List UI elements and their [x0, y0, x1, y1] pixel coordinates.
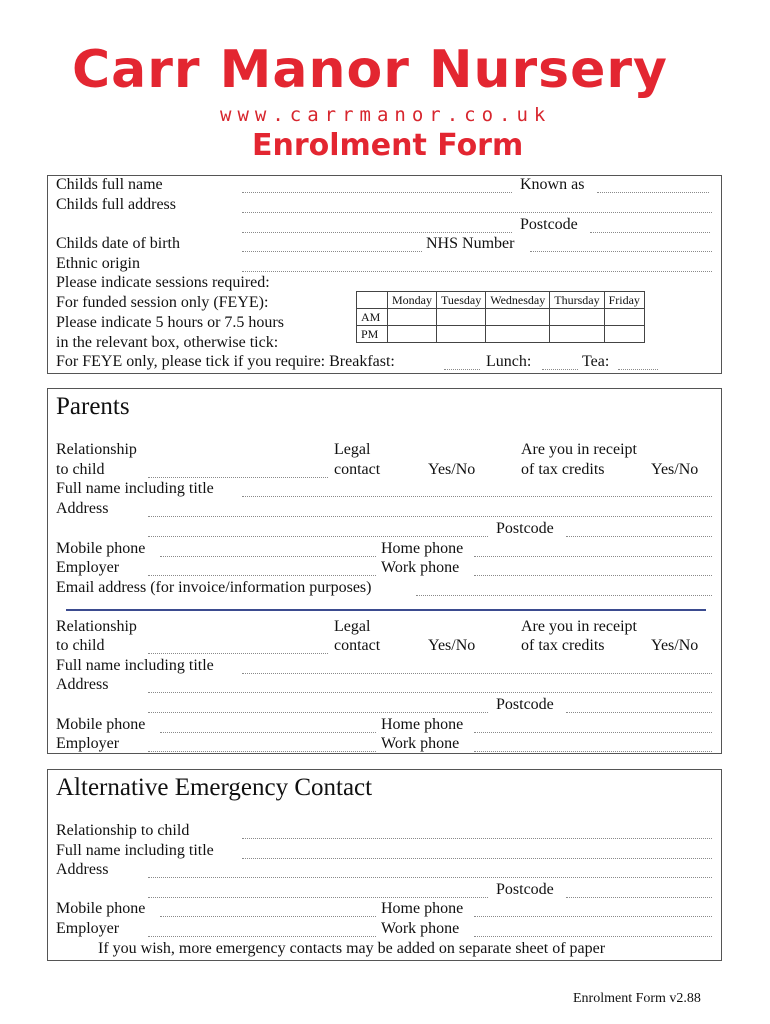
em-address-label: Address: [56, 861, 109, 878]
p2-address-field-1[interactable]: [148, 692, 712, 693]
tea-label: Tea:: [582, 353, 610, 370]
p2-mobile-label: Mobile phone: [56, 716, 146, 733]
em-mobile-field[interactable]: [160, 916, 376, 917]
tick-label: in the relevant box, otherwise tick:: [56, 334, 279, 351]
em-home-label: Home phone: [381, 900, 464, 917]
p1-home-field[interactable]: [474, 556, 712, 557]
p1-receipt-label: Are you in receipt: [521, 441, 637, 458]
nhs-label: NHS Number: [426, 235, 515, 252]
p2-address-field-2[interactable]: [148, 712, 488, 713]
row-am: AM: [357, 309, 388, 326]
p1-postcode-label: Postcode: [496, 520, 554, 537]
child-address-field-1[interactable]: [242, 212, 712, 213]
p2-home-label: Home phone: [381, 716, 464, 733]
p1-contact-label: contact: [334, 461, 381, 478]
known-as-label: Known as: [520, 176, 585, 193]
parents-heading: Parents: [56, 393, 130, 420]
em-relationship-field[interactable]: [242, 838, 712, 839]
child-name-label: Childs full name: [56, 176, 163, 193]
p2-tax-yes-no[interactable]: Yes/No: [651, 637, 699, 654]
p1-work-field[interactable]: [474, 575, 712, 576]
p2-postcode-label: Postcode: [496, 696, 554, 713]
p1-employer-field[interactable]: [148, 575, 376, 576]
p1-to-child-label: to child: [56, 461, 105, 478]
am-monday-cell[interactable]: [388, 309, 437, 326]
p2-legal-label: Legal: [334, 618, 371, 635]
day-tuesday: Tuesday: [437, 292, 486, 309]
p1-mobile-field[interactable]: [160, 556, 376, 557]
p2-fullname-field[interactable]: [242, 673, 712, 674]
em-fullname-field[interactable]: [242, 858, 712, 859]
em-work-field[interactable]: [474, 936, 712, 937]
p1-employer-label: Employer: [56, 559, 120, 576]
dob-field[interactable]: [242, 251, 422, 252]
feye-meals-label: For FEYE only, please tick if you require: Breakfast:: [56, 353, 395, 370]
p2-relationship-label: Relationship: [56, 618, 137, 635]
p1-home-label: Home phone: [381, 540, 464, 557]
em-postcode-field[interactable]: [566, 897, 712, 898]
em-fullname-label: Full name including title: [56, 842, 214, 859]
ethnic-label: Ethnic origin: [56, 255, 140, 272]
p1-address-label: Address: [56, 500, 109, 517]
p2-home-field[interactable]: [474, 732, 712, 733]
p2-work-label: Work phone: [381, 735, 460, 752]
em-work-label: Work phone: [381, 920, 460, 937]
child-address-field-2[interactable]: [242, 232, 512, 233]
em-address-field-1[interactable]: [148, 877, 712, 878]
form-title: Enrolment Form: [252, 128, 524, 163]
am-wednesday-cell[interactable]: [486, 309, 550, 326]
p2-postcode-field[interactable]: [566, 712, 712, 713]
p2-mobile-field[interactable]: [160, 732, 376, 733]
p1-address-field-1[interactable]: [148, 516, 712, 517]
ethnic-field[interactable]: [242, 271, 712, 272]
dob-label: Childs date of birth: [56, 235, 180, 252]
p1-legal-label: Legal: [334, 441, 371, 458]
p1-address-field-2[interactable]: [148, 536, 488, 537]
tea-field[interactable]: [618, 369, 658, 370]
hours-label: Please indicate 5 hours or 7.5 hours: [56, 314, 284, 331]
child-address-label: Childs full address: [56, 196, 176, 213]
p2-employer-label: Employer: [56, 735, 120, 752]
pm-monday-cell[interactable]: [388, 326, 437, 343]
lunch-label: Lunch:: [486, 353, 532, 370]
session-table: [356, 291, 645, 343]
am-friday-cell[interactable]: [604, 309, 644, 326]
nhs-field[interactable]: [530, 251, 712, 252]
p1-relationship-field[interactable]: [148, 477, 328, 478]
sessions-label: Please indicate sessions required:: [56, 274, 270, 291]
breakfast-field[interactable]: [444, 369, 480, 370]
em-mobile-label: Mobile phone: [56, 900, 146, 917]
session-table-corner: [357, 292, 388, 309]
p2-tax-label: of tax credits: [521, 637, 605, 654]
child-postcode-field[interactable]: [590, 232, 710, 233]
p1-postcode-field[interactable]: [566, 536, 712, 537]
em-address-field-2[interactable]: [148, 897, 488, 898]
day-monday: Monday: [388, 292, 437, 309]
p1-email-label: Email address (for invoice/information purposes): [56, 579, 372, 596]
p2-work-field[interactable]: [474, 751, 712, 752]
em-employer-field[interactable]: [148, 936, 376, 937]
p2-legal-yes-no[interactable]: Yes/No: [428, 637, 476, 654]
row-pm: PM: [357, 326, 388, 343]
pm-thursday-cell[interactable]: [550, 326, 604, 343]
logo-text: Carr Manor Nursery: [72, 40, 668, 100]
child-postcode-label: Postcode: [520, 216, 578, 233]
pm-tuesday-cell[interactable]: [437, 326, 486, 343]
p2-to-child-label: to child: [56, 637, 105, 654]
parents-divider: [66, 609, 706, 611]
p2-receipt-label: Are you in receipt: [521, 618, 637, 635]
em-home-field[interactable]: [474, 916, 712, 917]
pm-friday-cell[interactable]: [604, 326, 644, 343]
em-employer-label: Employer: [56, 920, 120, 937]
day-thursday: Thursday: [550, 292, 604, 309]
p1-fullname-field[interactable]: [242, 496, 712, 497]
child-name-field[interactable]: [242, 192, 512, 193]
p1-mobile-label: Mobile phone: [56, 540, 146, 557]
p1-relationship-label: Relationship: [56, 441, 137, 458]
funded-label: For funded session only (FEYE):: [56, 294, 269, 311]
p1-tax-label: of tax credits: [521, 461, 605, 478]
p2-fullname-label: Full name including title: [56, 657, 214, 674]
am-tuesday-cell[interactable]: [437, 309, 486, 326]
p2-employer-field[interactable]: [148, 751, 376, 752]
p2-contact-label: contact: [334, 637, 381, 654]
p1-work-label: Work phone: [381, 559, 460, 576]
footer-version: Enrolment Form v2.88: [573, 991, 701, 1006]
p1-tax-yes-no[interactable]: Yes/No: [651, 461, 699, 478]
em-relationship-label: Relationship to child: [56, 822, 190, 839]
lunch-field[interactable]: [542, 369, 578, 370]
emergency-heading: Alternative Emergency Contact: [56, 774, 373, 801]
em-postcode-label: Postcode: [496, 881, 554, 898]
pm-wednesday-cell[interactable]: [486, 326, 550, 343]
p1-email-field[interactable]: [416, 595, 712, 596]
p1-fullname-label: Full name including title: [56, 480, 214, 497]
p1-legal-yes-no[interactable]: Yes/No: [428, 461, 476, 478]
am-thursday-cell[interactable]: [550, 309, 604, 326]
p2-relationship-field[interactable]: [148, 653, 328, 654]
logo-url: www.carrmanor.co.uk: [220, 104, 552, 126]
day-wednesday: Wednesday: [486, 292, 550, 309]
em-note: If you wish, more emergency contacts may be added on separate sheet of paper: [98, 940, 606, 957]
known-as-field[interactable]: [597, 192, 709, 193]
p2-address-label: Address: [56, 676, 109, 693]
day-friday: Friday: [604, 292, 644, 309]
